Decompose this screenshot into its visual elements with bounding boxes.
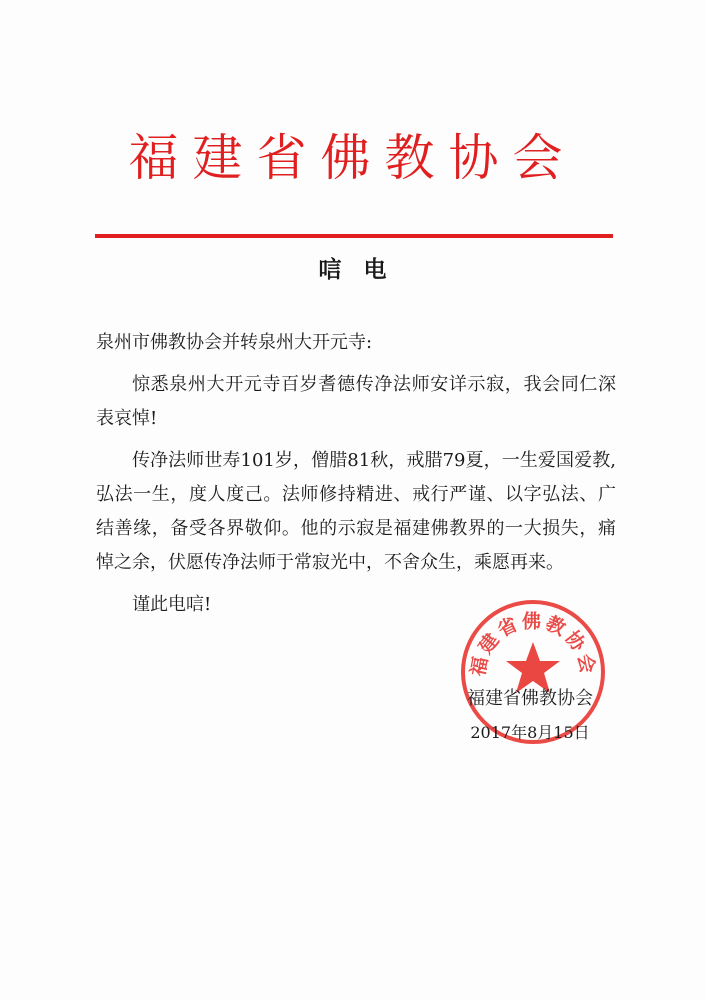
- paragraph-condolence: 惊悉泉州大开元寺百岁耆德传净法师安详示寂，我会同仁深表哀悼!: [96, 374, 616, 429]
- salutation: 泉州市佛教协会并转泉州大开元寺:: [96, 332, 373, 353]
- paragraph-biography: 传净法师世寿101岁，僧腊81秋，戒腊79夏，一生爱国爱教,弘法一生，度人度己。法师修持精进、戒行严谨、以字弘法、广结善缘，备受各界敬仰。他的示寂是福建佛教界的一大损失，痛悼之余，伏愿传净法师于常寂光中，不舍众生，乘愿再来。: [96, 450, 616, 573]
- signature-date: 2017年8月15日: [470, 723, 590, 742]
- document-title: 唁电: [318, 256, 409, 283]
- paragraph-closing: 谨此电唁!: [132, 594, 212, 615]
- signature-organization: 福建省佛教协会: [467, 688, 593, 709]
- seal-text: 福建省佛教协会: [467, 610, 599, 678]
- letter-body: [96, 326, 616, 630]
- signature-block: [440, 682, 620, 750]
- letterhead-red-rule: [95, 234, 613, 238]
- letterhead-title: 福建省佛教协会: [128, 129, 577, 187]
